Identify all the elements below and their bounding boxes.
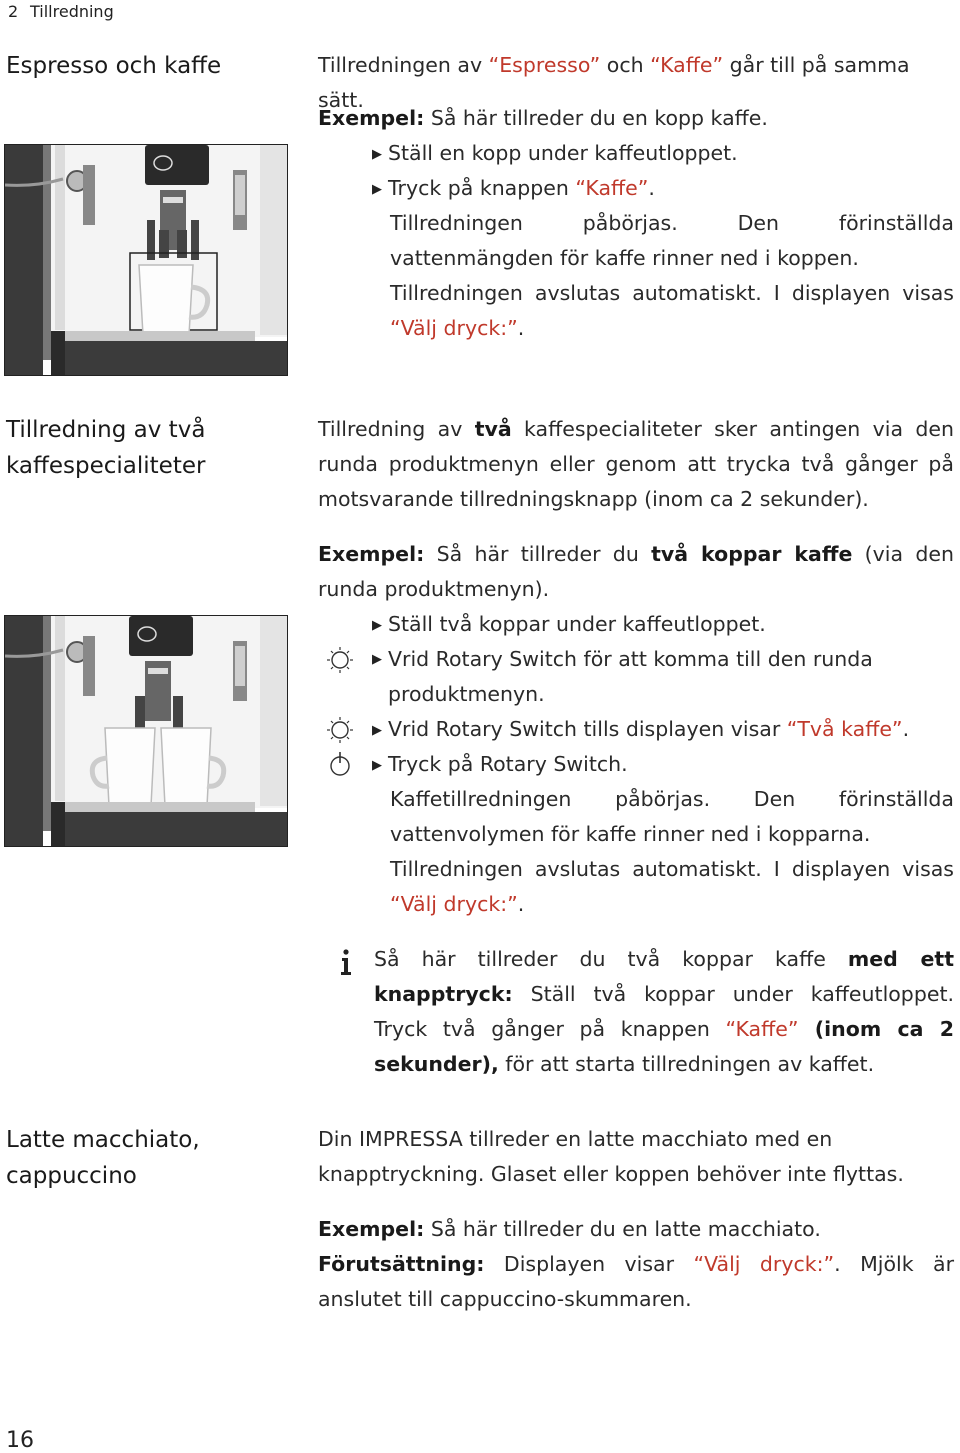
section-heading-espresso: Espresso och kaffe: [6, 53, 222, 79]
bullet-triangle-icon: ▶: [372, 618, 382, 633]
prerequisite-line: Förutsättning: Displayen visar “Välj dryck:”. Mjölk är anslutet till cappuccino-skummaren.: [318, 1252, 955, 1311]
result-text: Tillredningen påbörjas. Den förinställda vattenmängden för kaffe rinner ned i koppen.: [390, 211, 954, 270]
step-item: ▶ Tryck på Rotary Switch.: [372, 747, 960, 783]
example-line: Exempel: Så här tillreder du två koppar kaffe (via den runda produktmenyn).: [318, 542, 954, 601]
rotary-press-icon: [326, 751, 354, 779]
step-item: ▶ Vrid Rotary Switch för att komma till den runda produktmenyn.: [372, 642, 954, 712]
running-header: [8, 2, 114, 21]
machine-illustration-one-cup: [4, 144, 288, 376]
info-note: Så här tillreder du två koppar kaffe med ett knapptryck: Ställ två koppar under kaffeutloppet. Tryck två gånger på knappen “Kaffe” (inom ca 2 sekunder), för att starta tillredningen av kaffet.: [374, 947, 954, 1076]
latte-paragraph: Din IMPRESSA tillreder en latte macchiato med en knapptryckning. Glaset eller koppen behöver inte flyttas.: [318, 1127, 904, 1186]
intro-paragraph: Tillredningen av “Espresso” och “Kaffe” går till på samma sätt.: [318, 53, 910, 112]
result-text: Kaffetillredningen påbörjas. Den förinställda vattenvolymen för kaffe rinner ned i kopparna.: [390, 787, 954, 846]
result-text: Tillredningen avslutas automatiskt. I displayen visas “Välj dryck:”.: [390, 281, 954, 340]
machine-illustration-two-cups: [4, 615, 288, 847]
step-item: ▶ Ställ två koppar under kaffeutloppet.: [372, 607, 960, 643]
step-item: ▶ Tryck på knappen “Kaffe”.: [372, 171, 960, 207]
rotary-turn-icon: [326, 646, 354, 674]
section-heading-latte: Latte macchiato, cappuccino: [6, 1127, 200, 1189]
bullet-triangle-icon: ▶: [372, 723, 382, 738]
example-line: Exempel: Så här tillreder du en kopp kaffe.: [318, 106, 768, 130]
result-text: Tillredningen avslutas automatiskt. I displayen visas “Välj dryck:”.: [390, 857, 954, 916]
chapter-number: 2: [8, 2, 19, 21]
bullet-triangle-icon: ▶: [372, 652, 382, 667]
section-heading-two-specialties: Tillredning av två kaffespecialiteter: [6, 417, 206, 479]
page-number: 16: [6, 1428, 34, 1453]
two-specialties-paragraph: Tillredning av två kaffespecialiteter sker antingen via den runda produktmenyn eller genom att trycka två gånger på motsvarande tillredningsknapp (inom ca 2 sekunder).: [318, 417, 954, 511]
example-line: Exempel: Så här tillreder du en latte macchiato.: [318, 1217, 821, 1241]
step-item: ▶ Ställ en kopp under kaffeutloppet.: [372, 136, 960, 172]
chapter-title: Tillredning: [30, 2, 114, 21]
bullet-triangle-icon: ▶: [372, 182, 382, 197]
bullet-triangle-icon: ▶: [372, 147, 382, 162]
step-item: ▶ Vrid Rotary Switch tills displayen visar “Två kaffe”.: [372, 712, 960, 748]
bullet-triangle-icon: ▶: [372, 758, 382, 773]
rotary-turn-icon: [326, 716, 354, 744]
info-icon: [338, 948, 354, 976]
